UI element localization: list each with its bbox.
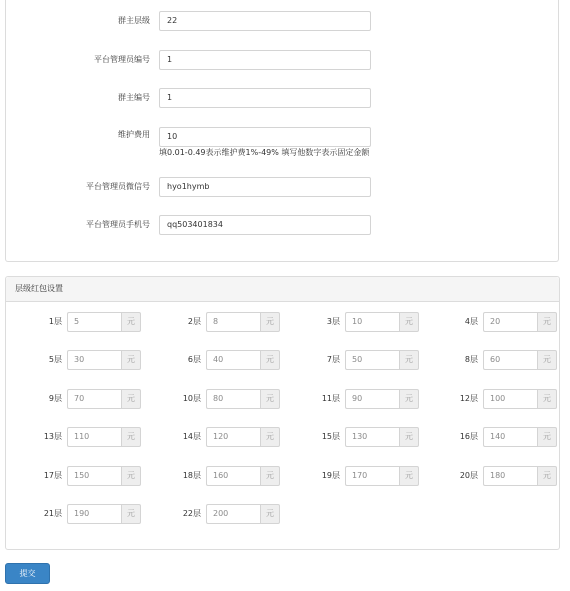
floor-amount-input[interactable]: 5 [67,312,121,332]
currency-unit-addon: 元 [121,427,141,447]
floor-item [12,312,142,332]
floor-amount-input[interactable]: 50 [345,350,399,370]
currency-unit-addon: 元 [399,466,419,486]
floor-label: 2层 [187,317,201,326]
floor-item [290,466,420,486]
floor-item [151,312,281,332]
floor-amount-input[interactable]: 150 [67,466,121,486]
currency-unit-addon: 元 [121,312,141,332]
floor-item [12,389,142,409]
settings-panel [5,0,559,262]
floor-amount-input[interactable]: 120 [206,427,260,447]
floor-item [290,427,420,447]
floor-item [12,350,142,370]
currency-unit-addon: 元 [260,389,280,409]
field-label: 平台管理员编号 [94,55,150,64]
floor-item [290,389,420,409]
floor-amount-input[interactable]: 20 [483,312,537,332]
floor-amount-input[interactable]: 70 [67,389,121,409]
field-label: 维护费用 [118,130,150,139]
floor-label: 3层 [326,317,340,326]
owner-id-input[interactable]: 1 [159,88,371,108]
currency-unit-addon: 元 [260,350,280,370]
floor-label: 18层 [182,471,201,480]
maintenance-fee-input[interactable]: 10 [159,127,371,147]
floor-amount-input[interactable]: 110 [67,427,121,447]
floor-item [12,427,142,447]
floor-label: 15层 [321,432,340,441]
field-label: 平台管理员微信号 [86,182,150,191]
currency-unit-addon: 元 [260,427,280,447]
currency-unit-addon: 元 [260,504,280,524]
floor-item [151,427,281,447]
floor-amount-input[interactable]: 160 [206,466,260,486]
floor-amount-input[interactable]: 40 [206,350,260,370]
panel-title: 层级红包设置 [6,277,559,302]
floor-label: 5层 [48,355,62,364]
admin-phone-input[interactable]: qq503401834 [159,215,371,235]
floor-label: 10层 [182,394,201,403]
floor-amount-input[interactable]: 30 [67,350,121,370]
currency-unit-addon: 元 [399,427,419,447]
floor-label: 19层 [321,471,340,480]
floor-label: 14层 [182,432,201,441]
floor-amount-input[interactable]: 190 [67,504,121,524]
floor-label: 1层 [48,317,62,326]
floor-label: 16层 [459,432,478,441]
submit-button[interactable]: 提交 [5,563,50,584]
floor-amount-input[interactable]: 10 [345,312,399,332]
floor-item [151,466,281,486]
floor-amount-input[interactable]: 60 [483,350,537,370]
currency-unit-addon: 元 [537,427,557,447]
field-label: 平台管理员手机号 [86,220,150,229]
floor-amount-input[interactable]: 200 [206,504,260,524]
currency-unit-addon: 元 [260,312,280,332]
floor-item [428,350,558,370]
currency-unit-addon: 元 [399,350,419,370]
currency-unit-addon: 元 [121,504,141,524]
floor-label: 20层 [459,471,478,480]
floor-label: 7层 [326,355,340,364]
currency-unit-addon: 元 [121,350,141,370]
floor-item [151,504,281,524]
currency-unit-addon: 元 [121,466,141,486]
floor-label: 12层 [459,394,478,403]
currency-unit-addon: 元 [537,389,557,409]
floor-item [151,389,281,409]
currency-unit-addon: 元 [399,312,419,332]
maintenance-fee-hint: 填0.01-0.49表示维护费1%-49% 填写他数字表示固定金额 [159,148,370,157]
currency-unit-addon: 元 [121,389,141,409]
currency-unit-addon: 元 [537,312,557,332]
admin-wechat-input[interactable]: hyo1hymb [159,177,371,197]
floor-label: 17层 [43,471,62,480]
floor-label: 9层 [48,394,62,403]
floor-item [12,466,142,486]
floor-redpacket-panel [5,276,560,550]
floor-item [290,312,420,332]
floor-item [428,427,558,447]
floor-item [12,504,142,524]
floor-item [428,389,558,409]
floor-amount-input[interactable]: 100 [483,389,537,409]
floor-item [290,350,420,370]
owner-level-input[interactable]: 22 [159,11,371,31]
floor-item [151,350,281,370]
floor-label: 4层 [464,317,478,326]
floor-amount-input[interactable]: 130 [345,427,399,447]
floor-label: 6层 [187,355,201,364]
floor-amount-input[interactable]: 8 [206,312,260,332]
floor-item [428,312,558,332]
field-label: 群主层级 [118,16,150,25]
currency-unit-addon: 元 [537,466,557,486]
floor-amount-input[interactable]: 180 [483,466,537,486]
floor-item [428,466,558,486]
currency-unit-addon: 元 [537,350,557,370]
field-label: 群主编号 [118,93,150,102]
currency-unit-addon: 元 [260,466,280,486]
floor-amount-input[interactable]: 170 [345,466,399,486]
floor-amount-input[interactable]: 90 [345,389,399,409]
currency-unit-addon: 元 [399,389,419,409]
floor-label: 21层 [43,509,62,518]
admin-id-input[interactable]: 1 [159,50,371,70]
floor-label: 13层 [43,432,62,441]
floor-label: 8层 [464,355,478,364]
floor-label: 11层 [321,394,340,403]
floor-amount-input[interactable]: 80 [206,389,260,409]
floor-amount-input[interactable]: 140 [483,427,537,447]
floor-label: 22层 [182,509,201,518]
